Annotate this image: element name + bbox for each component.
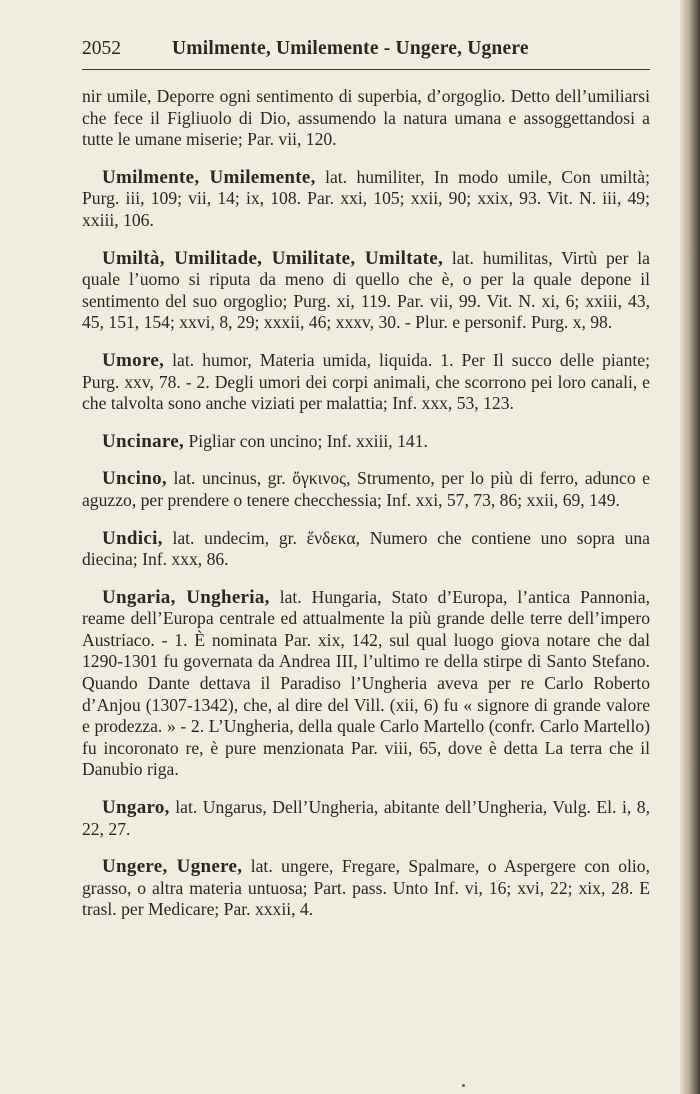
dictionary-entry <box>82 350 650 415</box>
dictionary-entry <box>82 587 650 781</box>
entry-text: nir umile, Deporre ogni sentimento di superbia, d’orgoglio. Detto dell’umiliarsi che fece il Figliuolo di Dio, assumendo la natura umana e assoggettandosi a tutte le umane miserie; Par. vii, 120. <box>82 86 650 150</box>
entry-headword: Umilmente, Umilemente, <box>102 166 316 188</box>
dictionary-entry <box>82 248 650 334</box>
entry-headword: Ungaro, <box>102 797 170 819</box>
running-head: Umilmente, Umilemente - Ungere, Ugnere <box>172 38 529 59</box>
dictionary-entry <box>82 167 650 232</box>
entry-headword: Ungaria, Ungheria, <box>102 586 270 608</box>
dictionary-entry <box>82 856 650 921</box>
entry-headword: Umiltà, Umilitade, Umilitate, Umiltate, <box>102 247 444 269</box>
entries-column <box>82 86 650 937</box>
dictionary-entry <box>82 431 650 453</box>
entry-headword: Uncinare, <box>102 430 185 452</box>
entry-headword: Ungere, Ugnere, <box>102 856 243 878</box>
page-number: 2052 <box>82 38 121 59</box>
dictionary-entry <box>82 528 650 571</box>
entry-text: lat. uncinus, gr. ὄγκινος, Strumento, per lo più di ferro, adunco e aguzzo, per prendere o tenere checchessia; Inf. xxi, 57, 73, 86; xxii, 69, 149. <box>82 468 650 510</box>
header-rule <box>82 69 650 70</box>
dictionary-entry <box>82 86 650 151</box>
entry-text: lat. humilitas, Virtù per la quale l’uomo si riputa da meno di quello che è, o per la quale depone il sentimento del suo orgoglio; Purg. xi, 119. Par. vii, 99. Vit. N. xi, 6; xxiii, 43, 45, 151, 154; xxvi, 8, 29; xxxii, 46; xxxv, 30. - Plur. e personif. Purg. x, 98. <box>82 247 650 333</box>
page-speck <box>462 1084 465 1087</box>
entry-text: lat. humiliter, In modo umile, Con umiltà; Purg. iii, 109; vii, 14; ix, 108. Par. xxi, 105; xxii, 90; xxix, 93. Vit. N. iii, 49; xxiii, 106. <box>82 166 651 230</box>
entry-text: lat. ungere, Fregare, Spalmare, o Aspergere con olio, grasso, o altra materia untuosa; Part. pass. Unto Inf. vi, 16; xvi, 22; xix, 28. E trasl. per Medicare; Par. xxxii, 4. <box>82 856 650 920</box>
page-header <box>82 38 642 66</box>
entry-headword: Umore, <box>102 349 165 371</box>
dictionary-entry <box>82 797 650 840</box>
entry-headword: Undici, <box>102 527 163 549</box>
dictionary-entry <box>82 468 650 511</box>
entry-text: lat. undecim, gr. ἕνδεκα, Numero che contiene uno sopra una diecina; Inf. xxx, 86. <box>82 527 650 570</box>
entry-text: lat. humor, Materia umida, liquida. 1. Per Il succo delle piante; Purg. xxv, 78. - 2. Degli umori dei corpi animali, che scorrono pei loro canali, e che talvolta sono anche viziati per malattia; Inf. xxx, 53, 123. <box>82 349 650 414</box>
entry-headword: Uncino, <box>102 468 167 490</box>
entry-text: lat. Ungarus, Dell’Ungheria, abitante dell’Ungheria, Vulg. El. i, 8, 22, 27. <box>82 797 650 839</box>
entry-text: lat. Hungaria, Stato d’Europa, l’antica Pannonia, reame dell’Europa centrale ed attualmente la più grande delle terre dell’impero Austriaco. - 1. È nominata Par. xix, 142, sul qual luogo giova notare che dal 1290-1301 fu governata da Andrea III, l’ultimo re della stirpe di Santo Stefano. Quando Dante dettava il Paradiso l’Ungheria aveva per re Carlo Roberto d’Anjou (1307-1342), che, al dire del Vill. (xii, 6) fu « signore di grande valore e prodezza. » - 2. L’Ungheria, della quale Carlo Martello (confr. Carlo Martello) fu incoronato re, è pure menzionata Par. viii, 65, dove è detta La terra che il Danubio riga. <box>82 586 650 780</box>
book-spine-shadow <box>680 0 700 1094</box>
entry-text: Pigliar con uncino; Inf. xxiii, 141. <box>188 430 428 451</box>
